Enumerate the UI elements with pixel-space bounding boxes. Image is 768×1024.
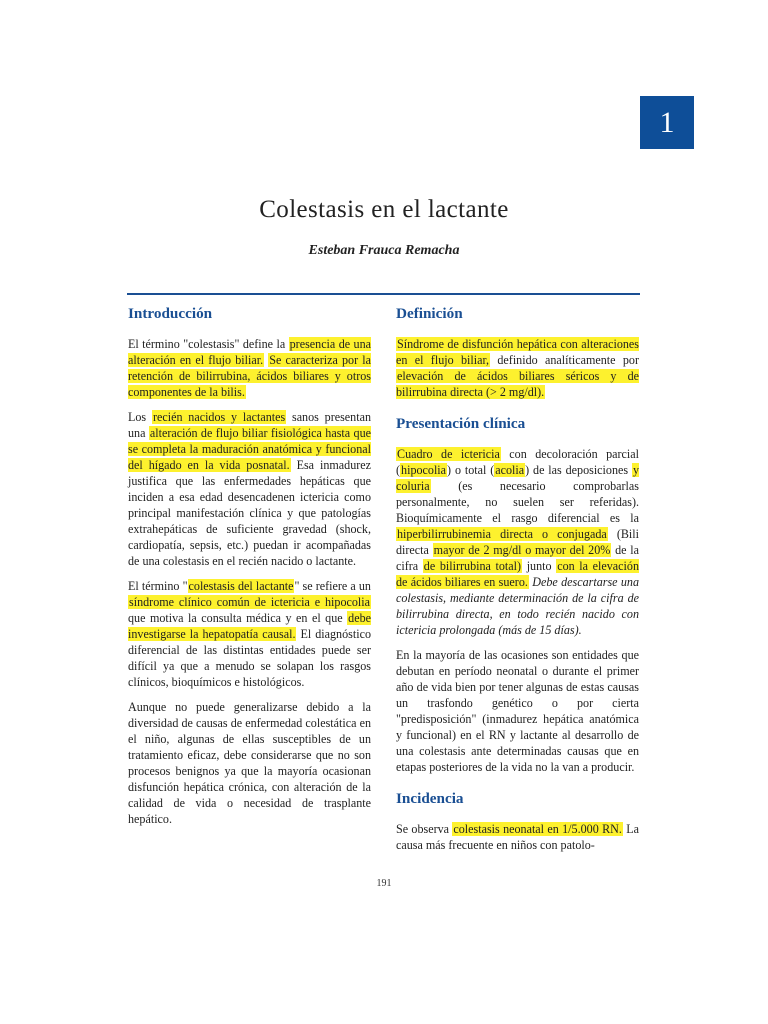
section-heading-definicion: Definición xyxy=(396,305,463,322)
paragraph xyxy=(396,336,639,400)
page-number: 191 xyxy=(376,878,392,889)
section-heading-introduccion: Introducción xyxy=(128,305,213,322)
body-text: Aunque no puede generalizarse debido a la diversidad de causas de enfermedad colestática en el niño, algunas de ellas susceptibles de un tratamiento eficaz, debe considerarse que no son procesos benignos ya que la mayoría ocasionan disfunción hepática crónica, con alteración de la calidad de vida o necesidad de trasplante hepático. xyxy=(128,700,371,826)
definicion-body xyxy=(396,336,639,400)
body-text: La causa más frecuente en niños con patolo- xyxy=(396,822,639,852)
highlighted-text: recién nacidos y lactantes xyxy=(152,410,286,424)
paragraph xyxy=(396,446,639,638)
highlighted-text: elevación de ácidos biliares séricos y de bilirrubina directa (> 2 mg/dl). xyxy=(396,369,639,399)
italic-text: Debe descartarse una colestasis, mediante determinación de la cifra de bilirrubina directa, en todo recién nacido con ictericia prolongada (más de 15 días). xyxy=(396,575,639,637)
body-text: El término "colestasis" define la xyxy=(128,337,289,351)
body-text: con decoloración parcial ( xyxy=(396,447,639,477)
highlighted-text: síndrome clínico común de ictericia e hipocolia xyxy=(129,595,370,609)
chapter-number-badge: 1 xyxy=(640,96,694,149)
highlighted-text: presencia de una alteración en el flujo biliar. xyxy=(128,337,371,367)
paragraph xyxy=(128,409,371,569)
highlighted-text: colestasis neonatal en 1/5.000 RN. xyxy=(453,822,622,836)
body-text: sanos presentan una xyxy=(128,410,371,440)
body-text: El diagnóstico diferencial de las distintas entidades puede ser difícil ya que a menudo se solapan los rasgos clínicos, bioquímicos e histológicos. xyxy=(128,627,371,689)
body-text: junto xyxy=(522,559,557,573)
highlighted-text: hiperbilirrubinemia directa o conjugada xyxy=(397,527,607,541)
body-text: Los xyxy=(128,410,152,424)
highlighted-text: mayor de 2 mg/dl o mayor del 20% xyxy=(433,543,611,557)
paragraph xyxy=(128,578,371,690)
right-column xyxy=(396,302,639,862)
section-heading-presentacion-clinica: Presentación clínica xyxy=(396,415,526,432)
highlighted-text: debe investigarse la hepatopatía causal. xyxy=(128,611,371,641)
body-text: Esa inmadurez justifica que las enfermedades hepáticas que inciden a esa edad desencadenen ictericia como principal manifestación clínica y que patologías extrahepáticas de suficiente gravedad (shock, cardiopatía, sepsis, etc.) puedan ir acompañadas de una colestasis en el recién nacido o lactante. xyxy=(128,458,371,568)
highlighted-text: hipocolia xyxy=(401,463,447,477)
highlighted-text: con la elevación de ácidos biliares en suero. xyxy=(396,559,639,589)
highlighted-text: Se caracteriza por la retención de bilirrubina, ácidos biliares y otros componentes de la bilis. xyxy=(128,353,371,399)
paragraph xyxy=(128,336,371,400)
header-divider xyxy=(127,293,640,295)
body-text: (es necesario comprobarlas personalmente, no suelen ser referidas). Bioquímicamente el rasgo diferencial es la xyxy=(396,479,639,525)
highlighted-text: de bilirrubina total) xyxy=(423,559,522,573)
highlighted-text: y coluria xyxy=(396,463,639,493)
body-text: que motiva la consulta médica y en el que xyxy=(128,611,348,625)
article-author: Esteban Frauca Remacha xyxy=(308,243,460,258)
body-text: definido analíticamente por xyxy=(490,353,639,367)
presentacion-clinica-body xyxy=(396,446,639,775)
incidencia-body xyxy=(396,821,639,853)
paragraph xyxy=(128,699,371,827)
highlighted-text: colestasis del lactante xyxy=(188,579,294,593)
section-heading-incidencia: Incidencia xyxy=(396,790,464,807)
body-text: de la cifra xyxy=(396,543,639,573)
highlighted-text: Síndrome de disfunción hepática con alteraciones en el flujo biliar, xyxy=(396,337,639,367)
highlighted-text: Cuadro de ictericia xyxy=(397,447,500,461)
article-title: Colestasis en el lactante xyxy=(259,196,509,223)
paragraph xyxy=(396,647,639,775)
body-text: ) o total ( xyxy=(447,463,495,477)
body-text: El término " xyxy=(128,579,188,593)
body-text: " se refiere a un xyxy=(294,579,371,593)
highlighted-text: acolia xyxy=(495,463,525,477)
left-column-body xyxy=(128,336,371,827)
body-text: En la mayoría de las ocasiones son entidades que debutan en período neonatal o durante el primer año de vida bien por tener algunas de estas causas un trasfondo genético o por cierta "predisposición" (inmadurez hepática anatómica y funcional) en el RN y lactante al desarrollo de una colestasis ante determinadas causas que en etapas posteriores de la vida no la van a producir. xyxy=(396,648,639,774)
left-column xyxy=(128,302,371,836)
body-text: ) de las deposiciones xyxy=(525,463,632,477)
highlighted-text: alteración de flujo biliar fisiológica hasta que se completa la maduración anatómica y funcional del hígado en la vida posnatal. xyxy=(128,426,371,472)
body-text: (Bili directa xyxy=(396,527,640,557)
paragraph xyxy=(396,821,639,853)
body-text: Se observa xyxy=(396,822,453,836)
